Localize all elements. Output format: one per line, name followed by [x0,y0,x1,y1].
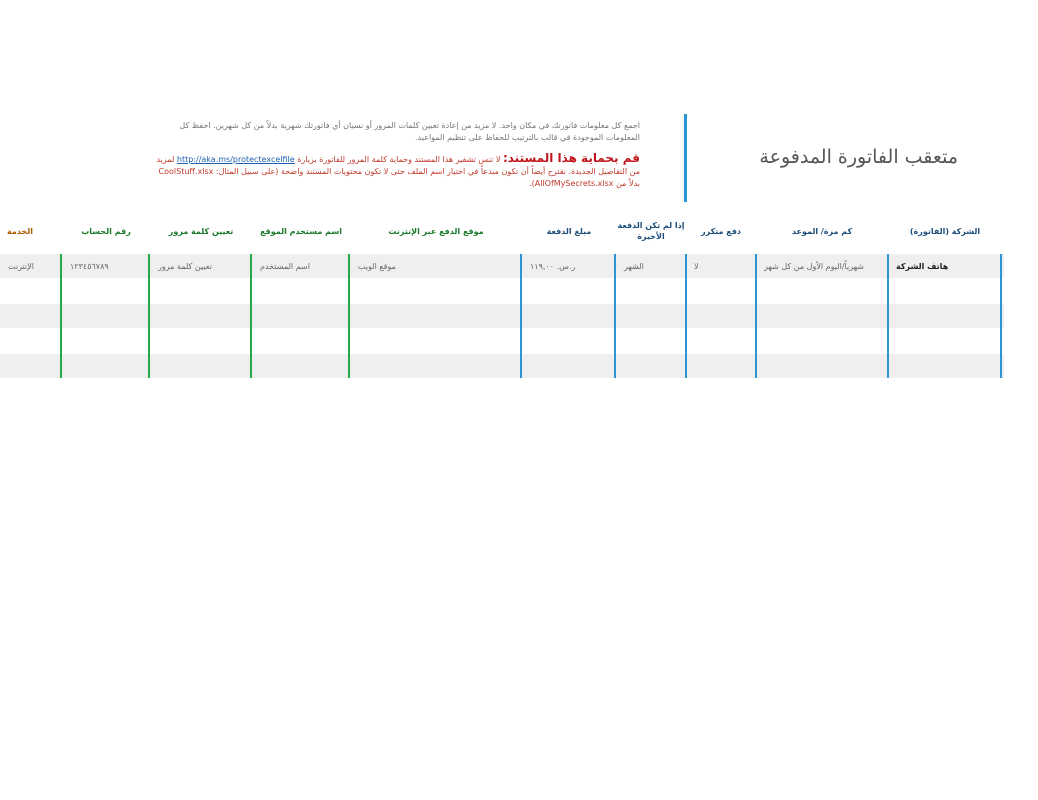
column-divider [755,254,757,378]
table-row-empty[interactable] [0,329,1004,353]
header-password: تعيين كلمة مرور [168,226,234,236]
protect-link[interactable]: http://aka.ms/protectexcelfile [176,155,295,164]
column-divider [1000,254,1002,378]
notes-panel [150,120,640,190]
protect-notice [150,152,640,190]
header-amount: مبلغ الدفعة [546,226,592,236]
header-recurring: دفع متكرر [700,226,742,236]
column-divider [148,254,150,378]
protect-heading: قم بحماية هذا المستند: [502,151,640,165]
cell-username[interactable]: اسم المستخدم [260,261,310,271]
column-divider [520,254,522,378]
bill-table [0,254,1004,378]
cell-account[interactable]: ١٢٣٤٥٦٧٨٩ [70,261,109,271]
table-row-empty[interactable] [0,354,1004,378]
table-row-empty[interactable] [0,279,1004,303]
header-company: الشركة (الفاتورة) [909,226,981,236]
header-last-payment: إذا لم تكن الدفعة الأخيرة [617,221,685,241]
cell-password[interactable]: تعيين كلمة مرور [158,261,212,271]
title-accent-bar [684,114,687,202]
column-divider [887,254,889,378]
cell-last-payment[interactable]: الشهر [624,261,644,271]
header-service: الخدمة [7,226,33,236]
protect-text-after: لمزيد من التفاصيل الجديدة. نقترح أيضاً أن تكون مبدعاً في اختيار اسم الملف حتى لا تكون محتويات المستند واضحة (على سبيل المثال: CoolStuff.xlsx بدلاً من AllOfMySecrets.xlsx). [156,155,640,188]
column-divider [60,254,62,378]
cell-company[interactable]: هاتف الشركة [896,261,949,271]
header-frequency: كم مرة/ الموعد [791,226,853,236]
table-row[interactable] [0,254,1004,278]
page-title: متعقب الفاتورة المدفوعة [759,146,958,168]
cell-service[interactable]: الإنترنت [8,261,34,271]
cell-recurring[interactable]: لا [694,261,699,271]
column-divider [250,254,252,378]
cell-amount[interactable]: ر.س. ١١٩,٠٠ [530,261,576,271]
column-divider [348,254,350,378]
column-divider [614,254,616,378]
intro-text: اجمع كل معلومات فاتورتك في مكان واحد. لا مزيد من إعادة تعيين كلمات المرور أو نسيان أي فاتورتك شهرية بدلاً من كل شهرين. احفظ كل المعلومات الموجودة في قالب بالترتيب للحفاظ على تنظيم المواعيد. [179,121,640,142]
header-site: موقع الدفع عبر الإنترنت [388,226,484,236]
table-row-empty[interactable] [0,304,1004,328]
header-account: رقم الحساب [81,226,131,236]
cell-site[interactable]: موقع الويب [358,261,396,271]
header-username: اسم مستخدم الموقع [260,226,342,236]
column-divider [685,254,687,378]
cell-frequency[interactable]: شهرياً/اليوم الأول من كل شهر [764,261,865,271]
protect-text-before: لا تنس تشفير هذا المستند وحماية كلمة المرور للفاتورة بزيارة [297,155,501,164]
